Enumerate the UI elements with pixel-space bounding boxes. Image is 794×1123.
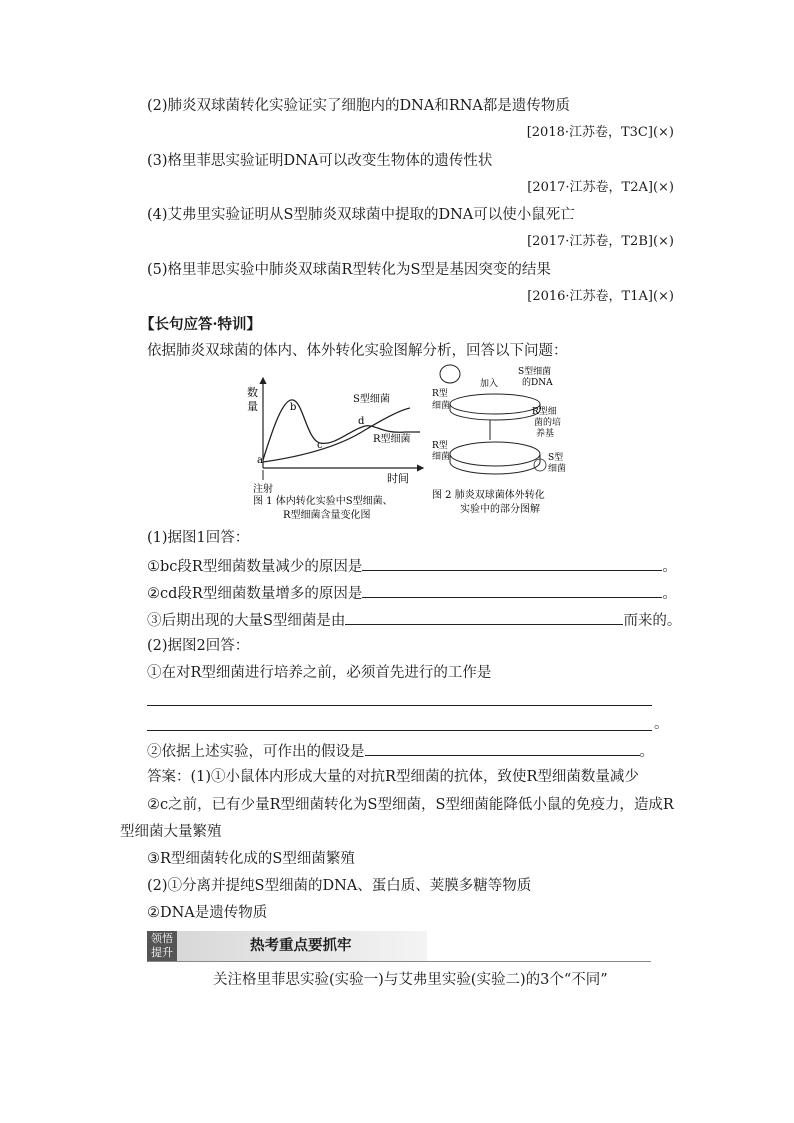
section-title: 热考重点要抓牢 <box>250 938 352 954</box>
r-bacteria-curve <box>263 400 420 460</box>
section-subtitle: 关注格里菲思实验(实验一)与艾弗里实验(实验二)的3个“不同” <box>213 972 608 988</box>
judgment-4: (4)艾弗里实验证明从S型肺炎双球菌中提取的DNA可以使小鼠死亡 <box>147 207 575 223</box>
figure-2 <box>430 362 580 522</box>
r-bottom-label-2: 细菌 <box>432 452 451 462</box>
judgment-3-source: [2017·江苏卷，T2A](×) <box>527 180 674 195</box>
r-cell-label-2: 细菌 <box>432 401 451 411</box>
add-label: 加入 <box>480 379 499 389</box>
culture-dish-bottom <box>450 442 540 466</box>
answer-1: 答案：(1)①小鼠体内形成大量的对抗R型细菌的抗体，致使R型细菌数量减少 <box>147 769 639 785</box>
question-1-3: ③后期出现的大量S型细菌是由 而来的。 <box>147 610 681 630</box>
answer-3: ③R型细菌转化成的S型细菌繁殖 <box>147 851 355 867</box>
point-a: a <box>257 455 263 466</box>
judgment-5-source: [2016·江苏卷，T1A](×) <box>527 289 674 304</box>
medium-label-1: R型细 <box>532 407 557 417</box>
medium-label-2: 菌的培 <box>534 418 562 428</box>
s-dna-label-2: 的DNA <box>522 378 553 388</box>
x-label: 时间 <box>387 472 409 485</box>
answer-blank-2-2[interactable] <box>365 741 640 756</box>
answer-blank-1-2[interactable] <box>362 583 662 598</box>
point-b: b <box>290 402 297 413</box>
answer-2-line-2: 型细菌大量繁殖 <box>120 824 222 840</box>
r-bottom-label-1: R型 <box>432 441 448 451</box>
answer-blank-1-3[interactable] <box>345 610 623 625</box>
inject-label: 注射 <box>253 484 273 495</box>
question-1-1: ①bc段R型细菌数量减少的原因是 。 <box>147 556 677 576</box>
section-badge: 领悟 提升 <box>147 931 177 961</box>
q1-heading: (1)据图1回答： <box>147 530 250 546</box>
r-bacteria-group <box>440 365 460 383</box>
s-bottom-label-1: S型 <box>548 453 564 463</box>
y-label-2: 量 <box>247 400 258 413</box>
point-d: d <box>358 416 365 427</box>
s-bottom-label-2: 细菌 <box>548 464 567 474</box>
answer-2-line-1: ②c之前，已有少量R型细菌转化为S型细菌，S型细菌能降低小鼠的免疫力，造成R <box>147 797 674 813</box>
figure-2-caption-2: 实验中的部分图解 <box>460 504 540 515</box>
judgment-4-source: [2017·江苏卷，T2B](×) <box>527 234 674 249</box>
judgment-2: (2)肺炎双球菌转化实验证实了细胞内的DNA和RNA都是遗传物质 <box>147 98 570 114</box>
answer-line-2-1-period: 。 <box>654 716 669 732</box>
question-2-2: ②依据上述实验，可作出的假设是 。 <box>147 741 654 761</box>
answer-line-2-1a[interactable] <box>147 705 652 706</box>
point-c: c <box>317 440 323 451</box>
figure-1-caption-1: 图 1 体内转化实验中S型细菌、 <box>253 496 393 507</box>
answer-line-2-1b[interactable] <box>147 730 652 731</box>
medium-label-3: 养基 <box>536 429 555 439</box>
training-intro: 依据肺炎双球菌的体内、体外转化实验图解分析，回答以下问题： <box>147 343 568 359</box>
section-divider <box>147 961 651 962</box>
label-s-bacteria: S型细菌 <box>353 394 390 405</box>
r-cell-label-1: R型 <box>432 389 448 399</box>
figure-1 <box>245 368 430 523</box>
figure-1-caption-2: R型细菌含量变化图 <box>283 510 371 521</box>
question-1-2: ②cd段R型细菌数量增多的原因是 。 <box>147 583 677 603</box>
answer-5: ②DNA是遗传物质 <box>147 905 268 921</box>
judgment-3: (3)格里菲思实验证明DNA可以改变生物体的遗传性状 <box>147 153 493 169</box>
figure-2-caption-1: 图 2 肺炎双球菌体外转化 <box>432 490 545 501</box>
y-label-1: 数 <box>247 386 258 399</box>
judgment-5: (5)格里菲思实验中肺炎双球菌R型转化为S型是基因突变的结果 <box>147 262 551 278</box>
answer-4: (2)①分离并提纯S型细菌的DNA、蛋白质、荚膜多糖等物质 <box>147 878 532 894</box>
culture-dish-top <box>450 394 540 414</box>
training-header: 【长句应答·特训】 <box>140 316 262 333</box>
label-r-bacteria: R型细菌 <box>373 434 411 445</box>
answer-blank-1-1[interactable] <box>362 556 662 571</box>
s-dna-label-1: S型细菌 <box>518 367 552 377</box>
question-2-1: ①在对R型细菌进行培养之前，必须首先进行的工作是 <box>147 665 492 681</box>
q2-heading: (2)据图2回答： <box>147 638 250 654</box>
judgment-2-source: [2018·江苏卷，T3C](×) <box>526 125 674 140</box>
